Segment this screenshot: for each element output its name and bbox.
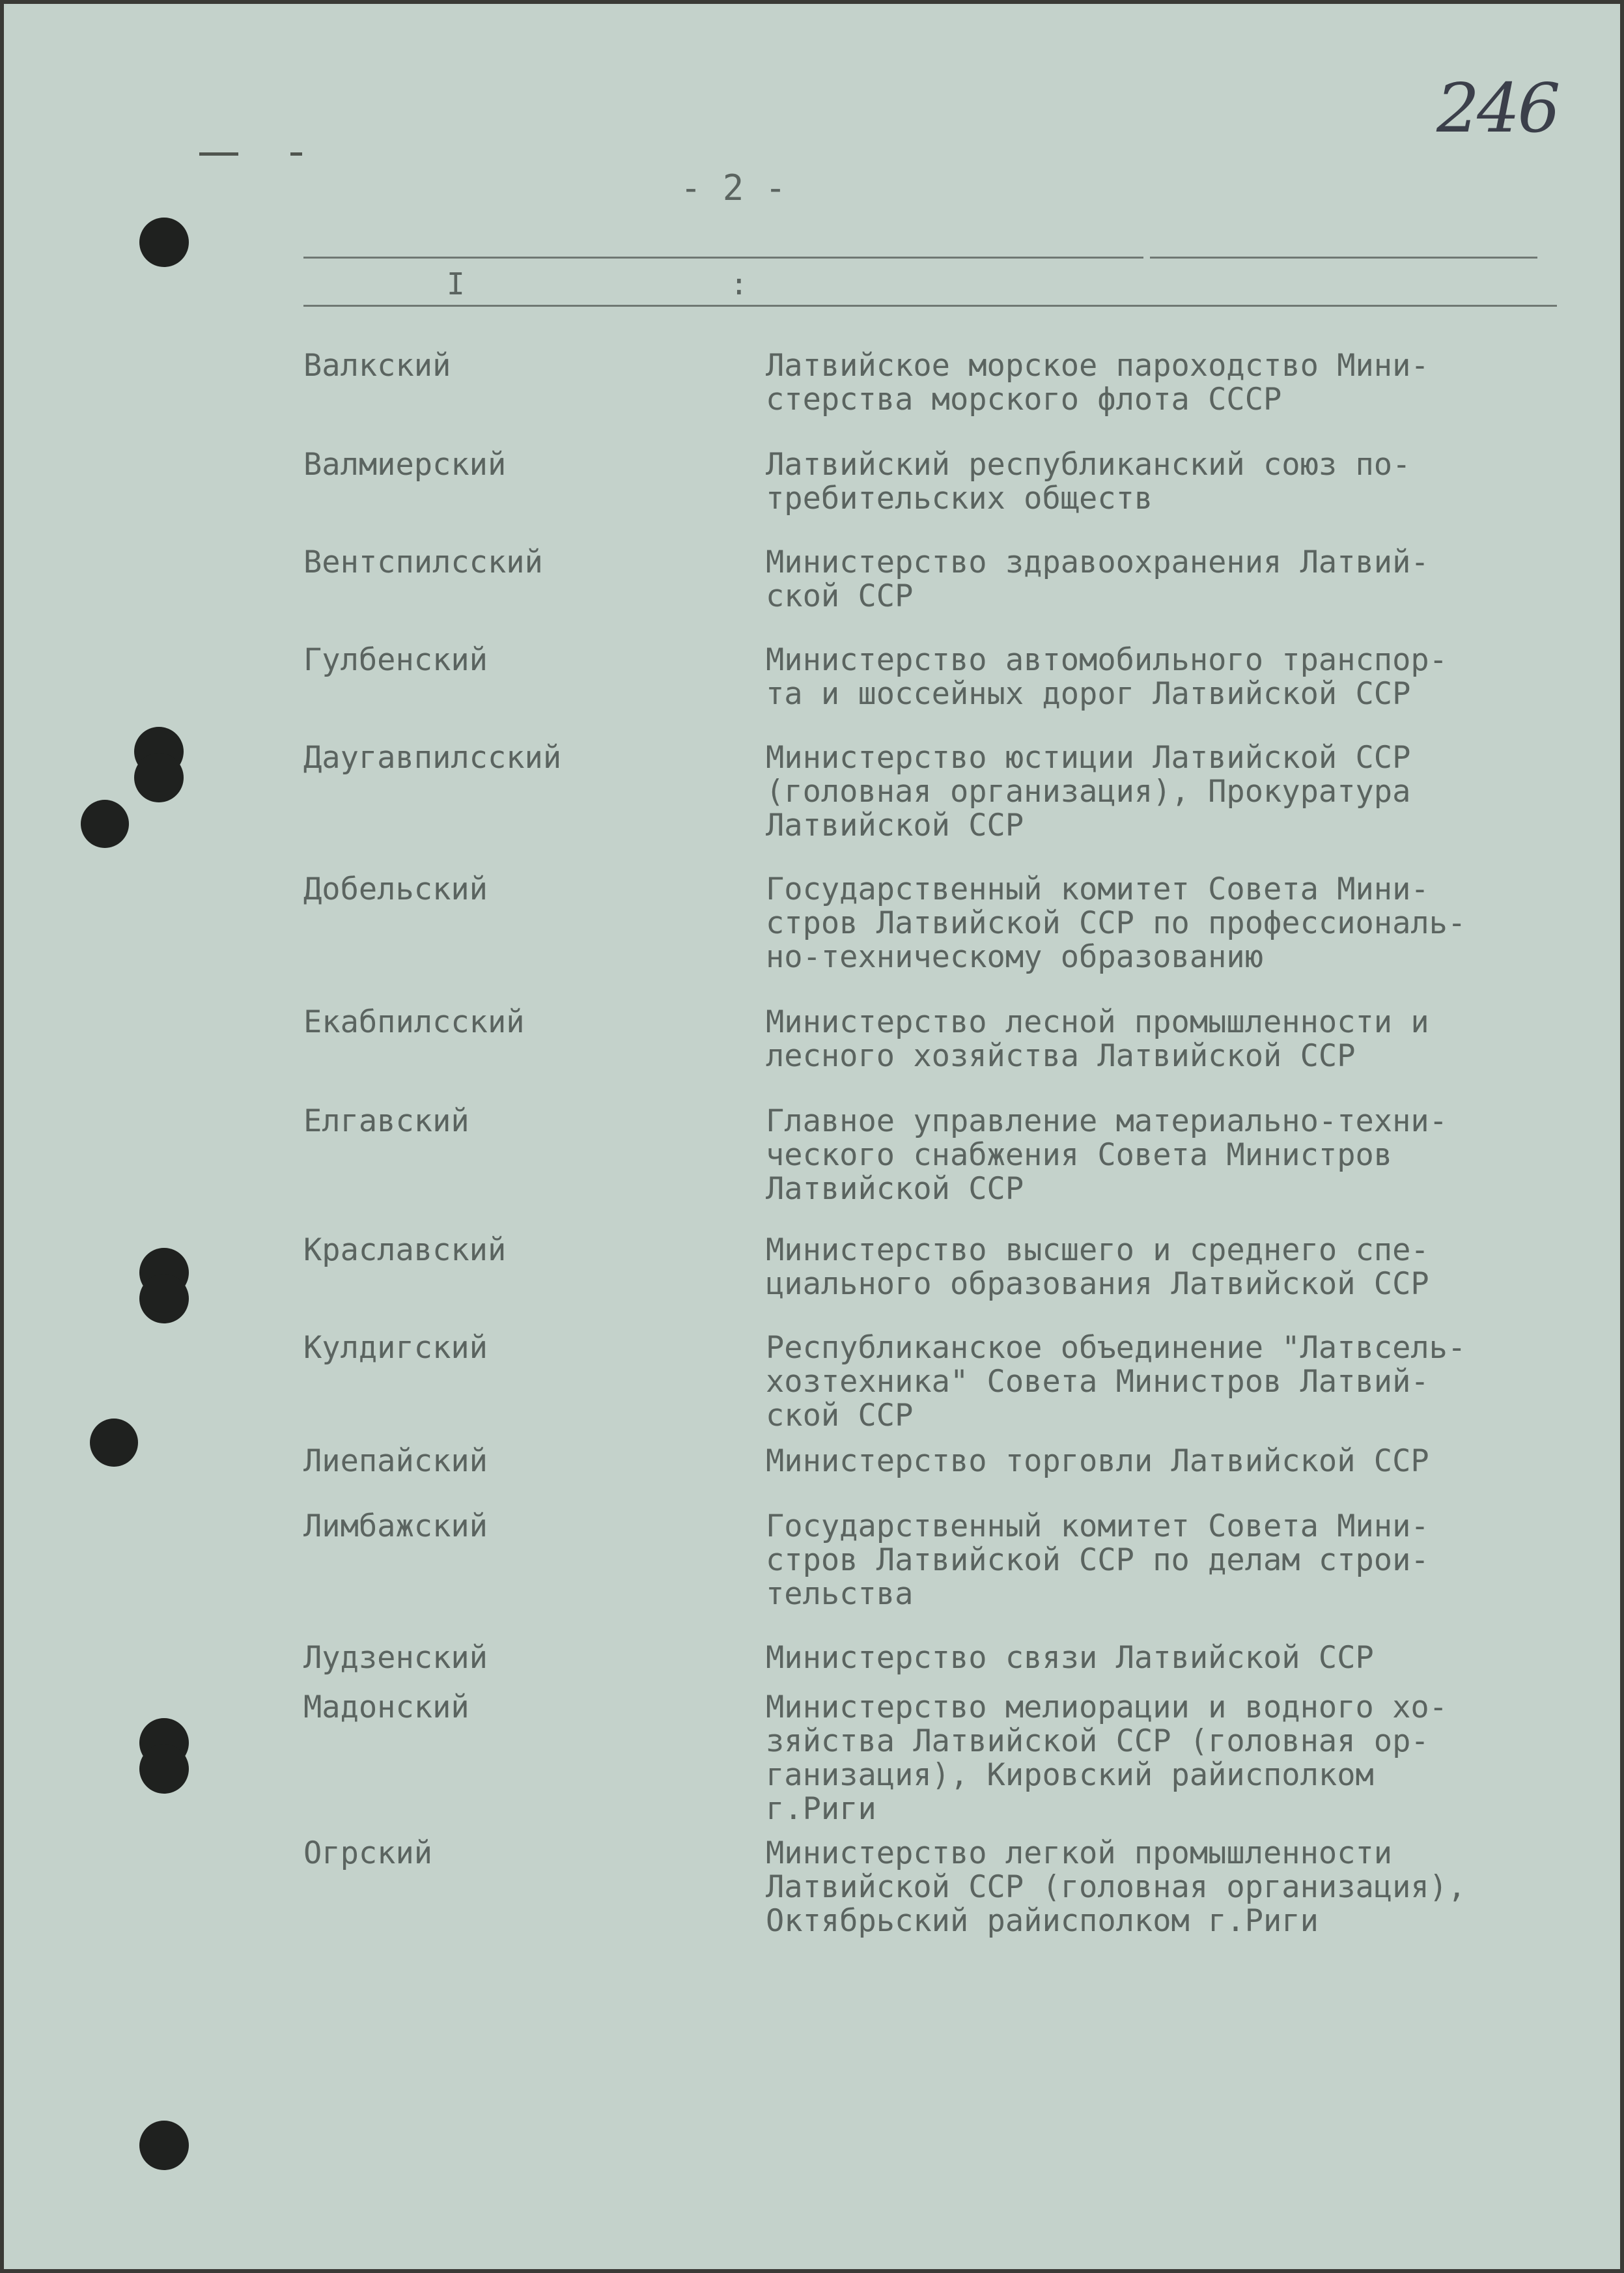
organization-name: Главное управление материально-техни- ческого снабжения Совета Министров Латвийской ССР: [766, 1103, 1448, 1207]
organization-name: Республиканское объединение "Латвсель- хозтехника" Совета Министров Латвий- ской ССР: [766, 1330, 1466, 1433]
organization-name: Государственный комитет Совета Мини- стров Латвийской ССР по делам строи- тельства: [766, 1508, 1429, 1612]
punch-hole: [139, 218, 189, 267]
punch-hole: [139, 1744, 189, 1794]
district-name: Гулбенский: [303, 642, 488, 678]
district-name: Валкский: [303, 348, 451, 384]
district-name: Краславский: [303, 1232, 507, 1268]
district-name: Даугавпилсский: [303, 740, 562, 776]
district-name: Добельский: [303, 871, 488, 907]
organization-name: Министерство автомобильного транспор- та и шоссейных дорог Латвийской ССР: [766, 642, 1448, 712]
header-top-rule-right: [1150, 257, 1537, 259]
district-name: Кулдигский: [303, 1330, 488, 1366]
organization-name: Министерство лесной промышленности и лесного хозяйства Латвийской ССР: [766, 1004, 1429, 1074]
organization-name: Латвийский республиканский союз по- требительских обществ: [766, 447, 1411, 516]
organization-name: Министерство здравоохранения Латвий- ской ССР: [766, 544, 1429, 614]
district-name: Мадонский: [303, 1689, 469, 1725]
organization-name: Министерство мелиорации и водного хо- зяйства Латвийской ССР (головная ор- ганизация), Кировский райисполком г.Риги: [766, 1689, 1448, 1827]
stray-ink-mark: [290, 152, 302, 156]
district-name: Валмиерский: [303, 447, 507, 483]
organization-name: Министерство юстиции Латвийской ССР (головная организация), Прокуратура Латвийской ССР: [766, 740, 1411, 843]
column-header-2: :: [730, 266, 748, 302]
organization-name: Государственный комитет Совета Мини- стров Латвийской ССР по профессиональ- но-техническому образованию: [766, 871, 1466, 975]
archive-page-number: 246: [1436, 68, 1558, 148]
stray-ink-mark: [199, 152, 238, 156]
organization-name: Латвийское морское пароходство Мини- стерства морского флота СССР: [766, 348, 1429, 417]
column-header-1: I: [447, 266, 465, 302]
punch-hole: [134, 753, 184, 802]
district-name: Вентспилсский: [303, 544, 543, 580]
district-name: Екабпилсский: [303, 1004, 525, 1040]
header-bottom-rule: [303, 305, 1557, 307]
punch-hole: [81, 800, 129, 848]
organization-name: Министерство связи Латвийской ССР: [766, 1640, 1374, 1676]
district-name: Лудзенский: [303, 1640, 488, 1676]
district-name: Лимбажский: [303, 1508, 488, 1544]
district-name: Лиепайский: [303, 1443, 488, 1479]
district-name: Елгавский: [303, 1103, 469, 1139]
punch-hole: [139, 1274, 189, 1323]
organization-name: Министерство торговли Латвийской ССР: [766, 1443, 1429, 1479]
header-top-rule-left: [303, 257, 1143, 259]
organization-name: Министерство легкой промышленности Латвийской ССР (головная организация), Октябрьский райисполком г.Риги: [766, 1835, 1466, 1939]
punch-hole: [139, 2121, 189, 2170]
punch-hole: [90, 1419, 138, 1467]
page-number: - 2 -: [680, 167, 787, 208]
organization-name: Министерство высшего и среднего спе- циального образования Латвийской ССР: [766, 1232, 1429, 1302]
district-name: Огрский: [303, 1835, 433, 1871]
